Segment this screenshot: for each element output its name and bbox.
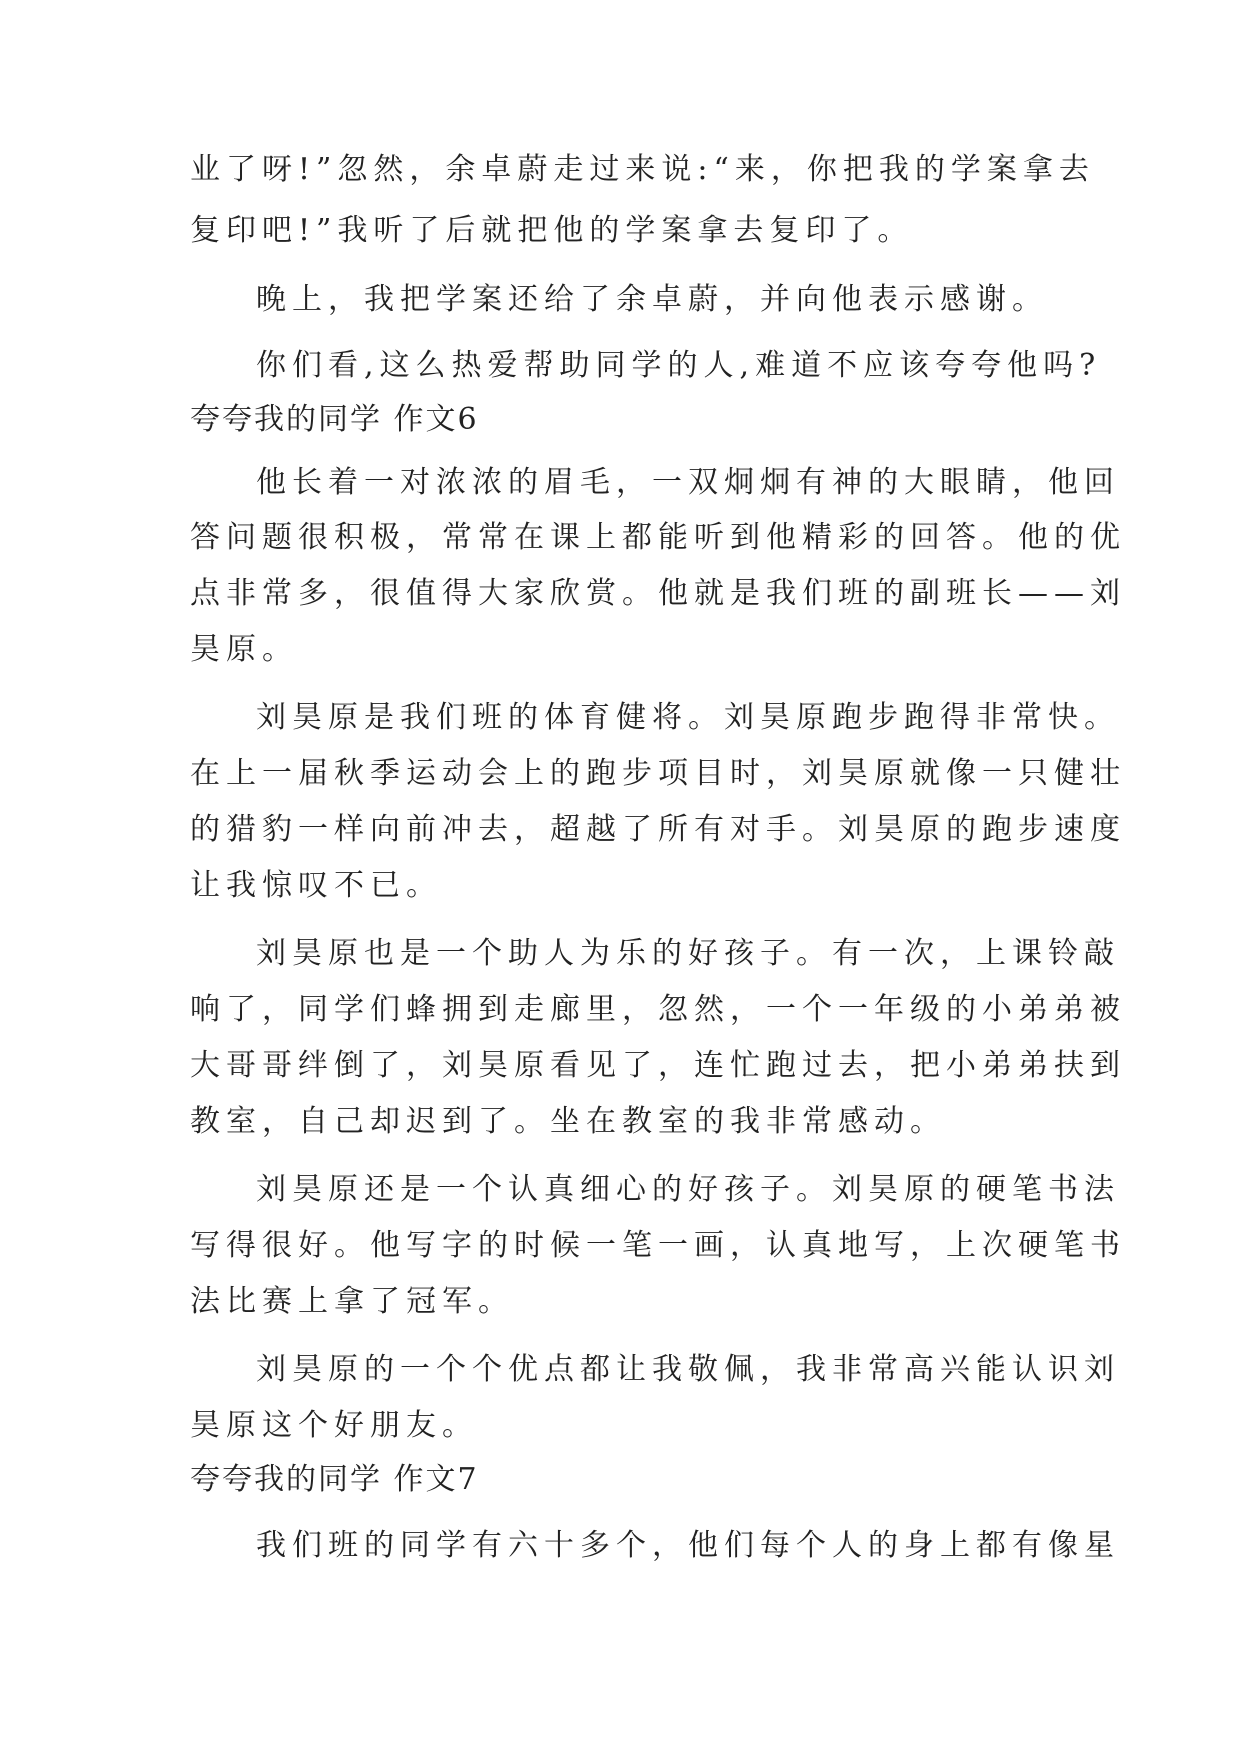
text-line: 业了呀!”忽然，余卓蔚走过来说:“来，你把我的学案拿去 xyxy=(190,152,1095,187)
text-line: 响了，同学们蜂拥到走廊里，忽然，一个一年级的小弟弟被 xyxy=(190,992,1126,1027)
text-line: 刘昊原也是一个助人为乐的好孩子。有一次，上课铃敲 xyxy=(256,936,1120,971)
text-line: 复印吧!”我听了后就把他的学案拿去复印了。 xyxy=(190,213,914,248)
text-line: 写得很好。他写字的时候一笔一画，认真地写，上次硬笔书 xyxy=(190,1228,1126,1263)
text-line: 昊原这个好朋友。 xyxy=(190,1408,478,1443)
text-line: 刘昊原的一个个优点都让我敬佩，我非常高兴能认识刘 xyxy=(256,1352,1120,1387)
text-line: 昊原。 xyxy=(190,632,298,667)
text-line: 的猎豹一样向前冲去，超越了所有对手。刘昊原的跑步速度 xyxy=(190,812,1126,847)
text-line: 我们班的同学有六十多个，他们每个人的身上都有像星 xyxy=(256,1528,1120,1563)
text-line: 刘昊原是我们班的体育健将。刘昊原跑步跑得非常快。 xyxy=(256,700,1120,735)
text-line: 你们看,这么热爱帮助同学的人,难道不应该夸夸他吗? xyxy=(256,348,1102,383)
text-line: 点非常多，很值得大家欣赏。他就是我们班的副班长——刘 xyxy=(190,576,1126,611)
text-line: 在上一届秋季运动会上的跑步项目时，刘昊原就像一只健壮 xyxy=(190,756,1126,791)
text-line: 教室，自己却迟到了。坐在教室的我非常感动。 xyxy=(190,1104,946,1139)
section-heading: 夸夸我的同学 作文7 xyxy=(190,1462,479,1497)
text-line: 让我惊叹不已。 xyxy=(190,868,442,903)
text-line: 大哥哥绊倒了，刘昊原看见了，连忙跑过去，把小弟弟扶到 xyxy=(190,1048,1126,1083)
text-line: 他长着一对浓浓的眉毛，一双炯炯有神的大眼睛，他回 xyxy=(256,465,1120,500)
text-line: 晚上，我把学案还给了余卓蔚，并向他表示感谢。 xyxy=(256,282,1048,317)
text-line: 法比赛上拿了冠军。 xyxy=(190,1284,514,1319)
text-line: 刘昊原还是一个认真细心的好孩子。刘昊原的硬笔书法 xyxy=(256,1172,1120,1207)
text-line: 答问题很积极，常常在课上都能听到他精彩的回答。他的优 xyxy=(190,520,1126,555)
section-heading: 夸夸我的同学 作文6 xyxy=(190,402,479,437)
